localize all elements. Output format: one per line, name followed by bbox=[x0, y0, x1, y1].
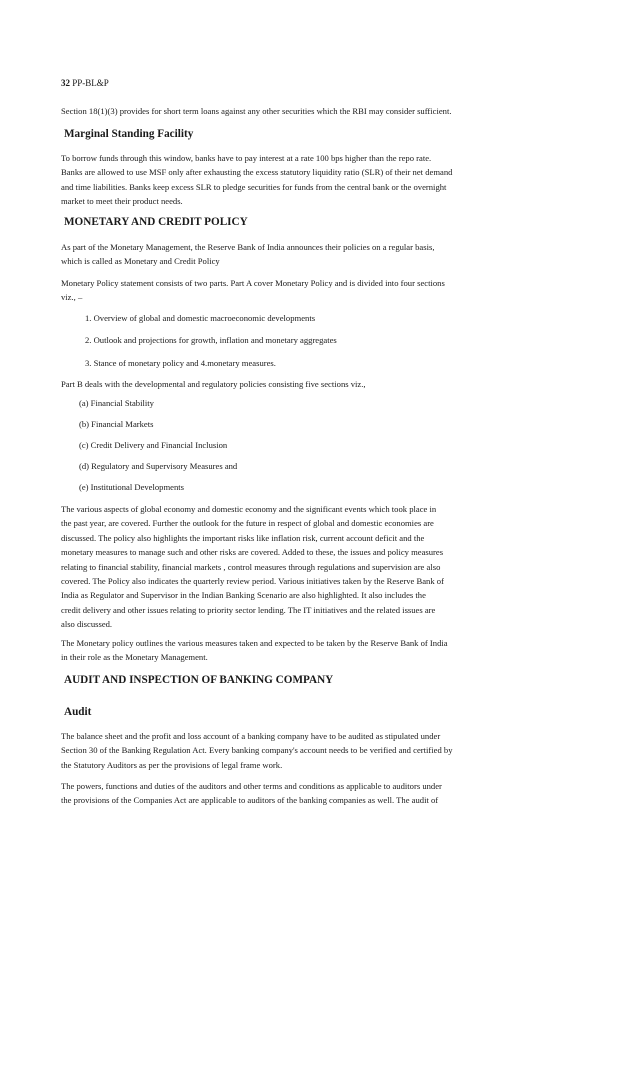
mcp-p1-line: As part of the Monetary Management, the Reserve Bank of India announces their policies on a regular basis, bbox=[61, 242, 435, 252]
msf-paragraph bbox=[61, 151, 541, 209]
mcp-p4-line: also discussed. bbox=[61, 619, 113, 630]
audit-paragraph-2 bbox=[61, 779, 541, 808]
mcp-paragraph-4 bbox=[61, 502, 541, 632]
intro-line: Section 18(1)(3) provides for short term loans against any other securities which the RBI may consider sufficient. bbox=[61, 106, 452, 116]
msf-heading: Marginal Standing Facility bbox=[64, 128, 194, 140]
mcp-p4-line: discussed. The policy also highlights the important risks like inflation risk, current account deficit and the bbox=[61, 532, 425, 543]
part-b-item: (c) Credit Delivery and Financial Inclusion bbox=[79, 440, 228, 450]
part-b-item: (d) Regulatory and Supervisory Measures and bbox=[79, 461, 238, 471]
part-a-item: 1. Overview of global and domestic macroeconomic developments bbox=[85, 313, 316, 323]
mcp-p4-line: covered. The Policy also indicates the quarterly review period. Various initiatives taken by the Reserve Bank of bbox=[61, 576, 444, 587]
audit-subheading: Audit bbox=[64, 706, 92, 718]
mcp-p4-line: credit delivery and other issues relating to priority sector lending. The IT initiatives and the related issues are bbox=[61, 604, 436, 615]
mcp-p2-line: viz., – bbox=[61, 292, 83, 303]
mcp-p2-line: Monetary Policy statement consists of two parts. Part A cover Monetary Policy and is divided into four sections bbox=[61, 278, 445, 288]
mcp-p4-line: The various aspects of global economy and domestic economy and the significant events which took place in bbox=[61, 504, 437, 514]
part-a-item: 3. Stance of monetary policy and 4.monetary measures. bbox=[85, 358, 276, 368]
msf-line: Banks are allowed to use MSF only after exhausting the excess statutory liquidity ratio (SLR) of their net demand bbox=[61, 167, 453, 178]
msf-line: To borrow funds through this window, banks have to pay interest at a rate 100 bps higher than the repo rate. bbox=[61, 153, 432, 163]
part-b-item: (e) Institutional Developments bbox=[79, 482, 185, 492]
part-b-item: (a) Financial Stability bbox=[79, 398, 154, 408]
audit-p1-line: the Statutory Auditors as per the provisions of legal frame work. bbox=[61, 759, 283, 770]
mcp-paragraph-2 bbox=[61, 276, 541, 305]
mcp-heading: MONETARY AND CREDIT POLICY bbox=[64, 216, 248, 228]
part-a-item: 2. Outlook and projections for growth, inflation and monetary aggregates bbox=[85, 335, 337, 345]
audit-paragraph-1 bbox=[61, 729, 541, 772]
page-number: 32 bbox=[61, 78, 70, 88]
msf-line: market to meet their product needs. bbox=[61, 196, 183, 207]
mcp-p5-line: The Monetary policy outlines the various measures taken and expected to be taken by the Reserve Bank of India bbox=[61, 638, 448, 648]
mcp-p5-line: in their role as the Monetary Management. bbox=[61, 652, 208, 663]
running-title: PP-BL&P bbox=[72, 78, 109, 88]
audit-p1-line: Section 30 of the Banking Regulation Act. Every banking company's account needs to be verified and certified by bbox=[61, 745, 453, 756]
mcp-paragraph-3: Part B deals with the developmental and regulatory policies consisting five sections viz., bbox=[61, 379, 366, 389]
mcp-paragraph-1 bbox=[61, 240, 541, 269]
msf-line: and time liabilities. Banks keep excess SLR to pledge securities for funds from the central bank or the overnight bbox=[61, 181, 447, 192]
audit-p2-line: The powers, functions and duties of the auditors and other terms and conditions as applicable to auditors under bbox=[61, 781, 442, 791]
page-header bbox=[61, 76, 109, 90]
audit-p2-line: the provisions of the Companies Act are applicable to auditors of the banking companies as well. The audit of bbox=[61, 795, 439, 806]
part-b-item: (b) Financial Markets bbox=[79, 419, 154, 429]
mcp-p1-line: which is called as Monetary and Credit Policy bbox=[61, 256, 220, 267]
mcp-p4-line: monetary measures to manage such and other risks are covered. Added to these, the issues and policy measures bbox=[61, 547, 444, 558]
mcp-p4-line: India as Regulator and Supervisor in the Indian Banking Scenario are also highlighted. It also includes the bbox=[61, 590, 426, 601]
mcp-p4-line: relating to financial stability, financial markets , control measures through regulations and supervision are also bbox=[61, 561, 441, 572]
mcp-p4-line: the past year, are covered. Further the outlook for the future in respect of global and domestic economies are bbox=[61, 518, 434, 529]
audit-section-heading: AUDIT AND INSPECTION OF BANKING COMPANY bbox=[64, 674, 334, 686]
mcp-paragraph-5 bbox=[61, 636, 541, 665]
audit-p1-line: The balance sheet and the profit and loss account of a banking company have to be audited as stipulated under bbox=[61, 731, 441, 741]
